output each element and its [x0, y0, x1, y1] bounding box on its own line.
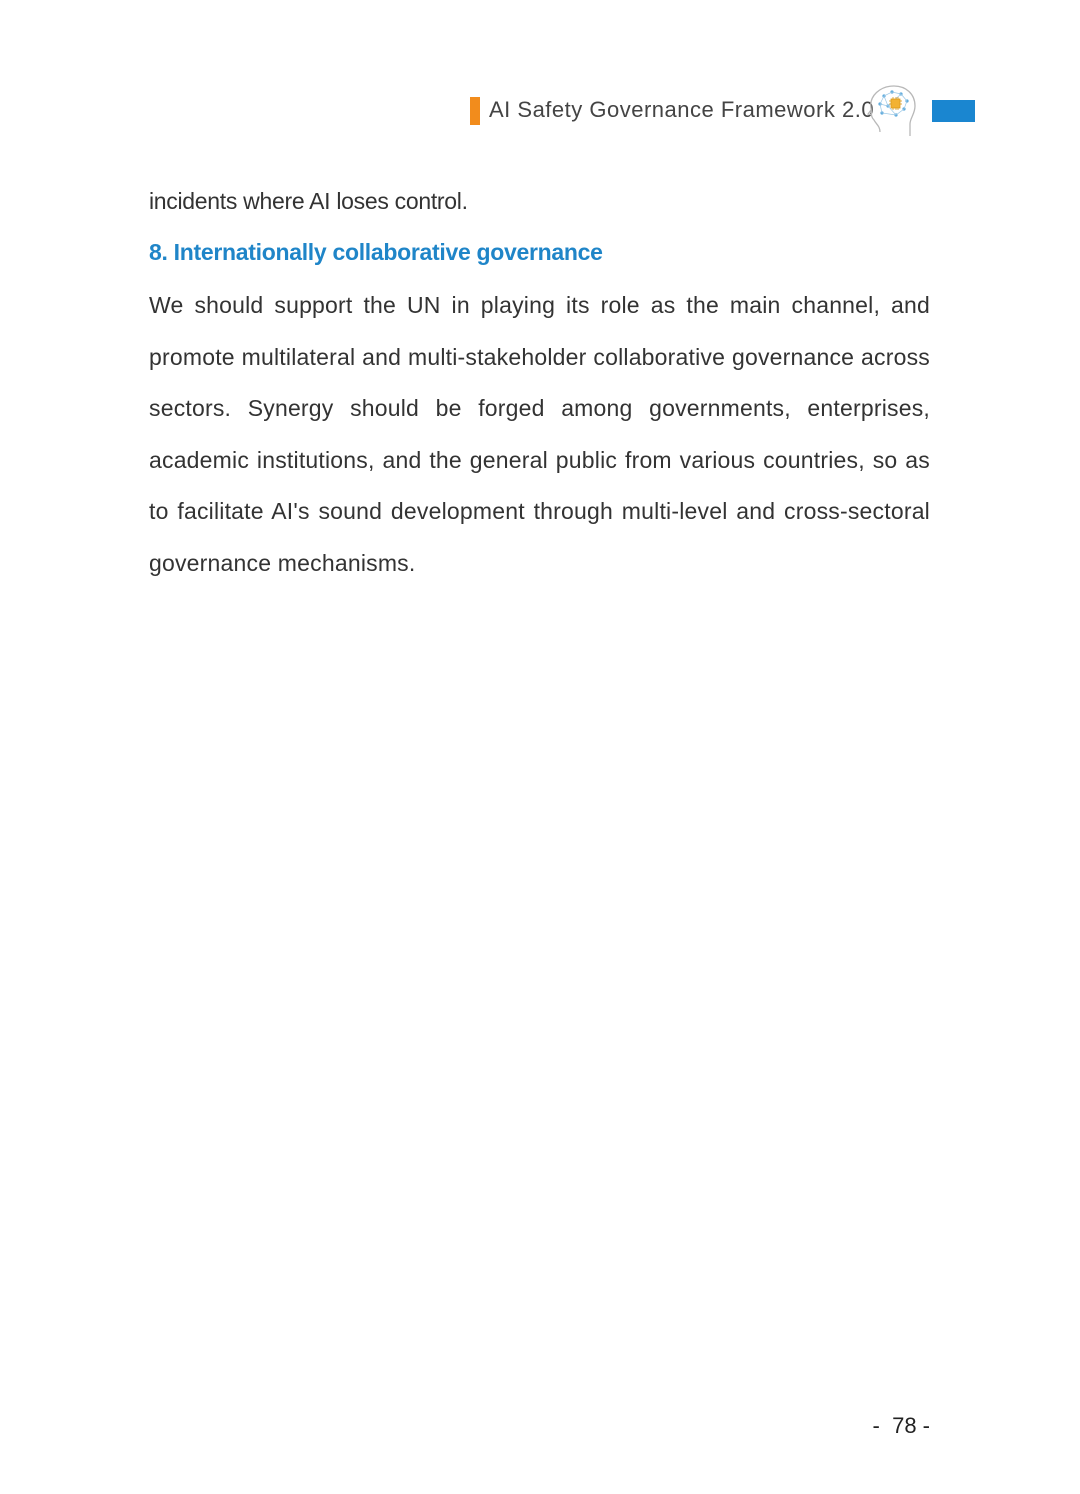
header-title: AI Safety Governance Framework 2.0 [489, 97, 875, 122]
section-heading: 8. Internationally collaborative governance [149, 239, 603, 265]
page-content [149, 182, 930, 589]
header-accent-bar [470, 97, 480, 125]
header-color-block [932, 100, 975, 122]
brain-head-icon [866, 82, 918, 138]
page-number: - 78 - [872, 1413, 930, 1438]
body-paragraph: We should support the UN in playing its role as the main channel, and promote multilateral and multi-stakeholder collaborative governance across sectors. Synergy should be forged among governments, enterprises, academic institutions, and the general public from various countries, so as to facilitate AI's sound development through multi-level and cross-sectoral governance mechanisms. [149, 292, 930, 576]
continuation-text: incidents where AI loses control. [149, 188, 468, 214]
page-header [0, 0, 1080, 150]
